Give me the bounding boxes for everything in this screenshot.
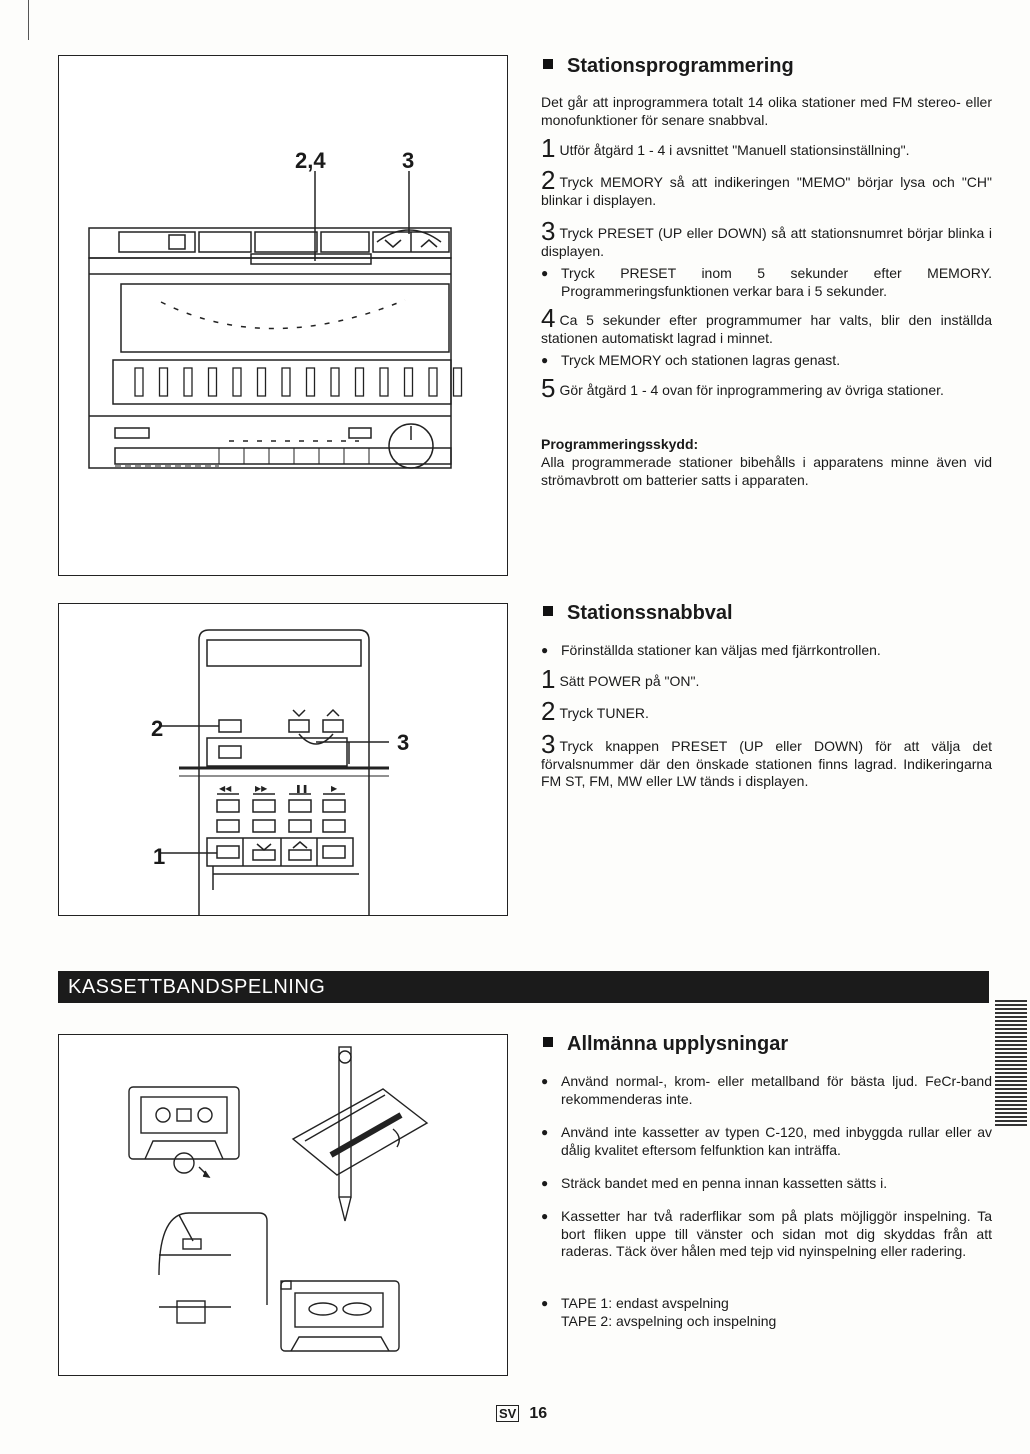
step-text: Ca 5 sekunder efter programmumer har valts, blir den inställda stationen automatiskt lagrad i minnet. — [541, 312, 992, 346]
bullet-memory-now: ● Tryck MEMORY och stationen lagras genast. — [541, 352, 992, 370]
title-square-marker — [543, 59, 553, 69]
tab-mark-line — [995, 1004, 1027, 1006]
tab-mark-line — [995, 1048, 1027, 1050]
page-edge-tab-marks — [995, 1000, 1027, 1130]
step-1 — [541, 133, 992, 163]
callout-label-2: 2 — [151, 716, 164, 741]
figure-stereo-panel — [58, 55, 508, 576]
intro-paragraph: Det går att inprogrammera totalt 14 olika stationer med FM stereo- eller monofunktioner för senare snabbval. — [541, 94, 992, 128]
eq-slider — [454, 368, 462, 396]
step-3 — [541, 729, 992, 791]
margin-line — [28, 0, 29, 40]
tab-mark-line — [995, 1064, 1027, 1066]
tab-mark-line — [995, 1116, 1027, 1118]
tab-mark-line — [995, 1108, 1027, 1110]
step-number: 2 — [541, 696, 556, 726]
step-text: Utför åtgärd 1 - 4 i avsnittet "Manuell stationsinställning". — [559, 142, 910, 158]
tab-mark-line — [995, 1096, 1027, 1098]
step-1 — [541, 664, 992, 694]
tab-mark-line — [995, 1084, 1027, 1086]
svg-text:▶▶: ▶▶ — [255, 784, 268, 793]
cassette-drawing — [59, 1035, 507, 1375]
step-text: Tryck PRESET (UP eller DOWN) så att stationsnumret börjar blinka i displayen. — [541, 225, 992, 259]
tab-mark-line — [995, 1092, 1027, 1094]
eq-slider — [307, 368, 315, 396]
step-text: Tryck TUNER. — [559, 705, 649, 721]
eq-slider — [258, 368, 266, 396]
eq-slider — [429, 368, 437, 396]
tab-mark-line — [995, 1104, 1027, 1106]
tab-mark-line — [995, 1076, 1027, 1078]
language-badge: SV — [496, 1405, 519, 1422]
step-4 — [541, 303, 992, 347]
step-number: 1 — [541, 133, 556, 163]
bullet-tape1: ● TAPE 1: endast avspelning — [541, 1295, 992, 1313]
eq-slider — [160, 368, 168, 396]
title-text: Stationsprogrammering — [567, 55, 794, 77]
tab-mark-line — [995, 1008, 1027, 1010]
figure-cassettes — [58, 1034, 508, 1376]
tab-mark-line — [995, 1044, 1027, 1046]
callout-label-3: 3 — [397, 730, 410, 755]
step-number: 4 — [541, 303, 556, 333]
step-number: 2 — [541, 165, 556, 195]
bullet-c120: ● Använd inte kassetter av typen C-120, med inbyggda rullar eller av dålig kvalitet eftersom felfunktion kan inträffa. — [541, 1124, 992, 1159]
title-text: Stationssnabbval — [567, 602, 733, 624]
tab-mark-line — [995, 1060, 1027, 1062]
eq-slider — [135, 368, 143, 396]
step-number: 5 — [541, 373, 556, 403]
tab-mark-line — [995, 1072, 1027, 1074]
page-number: 16 — [529, 1405, 548, 1422]
protection-text: Alla programmerade stationer bibehålls i apparatens minne även vid strömavbrott om batterier satts i apparaten. — [541, 454, 992, 488]
remote-control-drawing — [59, 604, 507, 915]
tab-mark-line — [995, 1040, 1027, 1042]
step-text: Gör åtgärd 1 - 4 ovan för inprogrammering av övriga stationer. — [559, 382, 944, 398]
svg-text:❚❚: ❚❚ — [295, 784, 309, 793]
eq-slider — [209, 368, 217, 396]
tab-mark-line — [995, 1120, 1027, 1122]
tab-mark-line — [995, 1036, 1027, 1038]
step-number: 3 — [541, 729, 556, 759]
step-number: 3 — [541, 216, 556, 246]
figure-remote-control — [58, 603, 508, 916]
tape2-line: TAPE 2: avspelning och inspelning — [561, 1313, 777, 1329]
callout-label-3: 3 — [402, 148, 415, 173]
tab-mark-line — [995, 1028, 1027, 1030]
step-text: Sätt POWER på "ON". — [559, 673, 700, 689]
bullet-tighten-tape: ● Sträck bandet med en penna innan kassetten sätts i. — [541, 1175, 992, 1193]
step-text: Tryck knappen PRESET (UP eller DOWN) för att välja det förvalsnummer där den önskade stationen finns lagrad. Indikeringarna FM ST, FM, MW eller LW tänds i displayen. — [541, 738, 992, 789]
eq-slider — [184, 368, 192, 396]
tab-mark-line — [995, 1020, 1027, 1022]
eq-slider — [405, 368, 413, 396]
tab-mark-line — [995, 1112, 1027, 1114]
chapter-banner: KASSETTBANDSPELNING — [58, 971, 989, 1003]
step-2 — [541, 165, 992, 209]
tab-mark-line — [995, 1100, 1027, 1102]
step-2 — [541, 696, 992, 726]
tab-mark-line — [995, 1024, 1027, 1026]
tab-mark-line — [995, 1016, 1027, 1018]
section-title-allmanna-upplysningar — [543, 1033, 788, 1056]
step-5 — [541, 373, 992, 403]
tab-mark-line — [995, 1032, 1027, 1034]
tab-mark-line — [995, 1068, 1027, 1070]
title-text: Allmänna upplysningar — [567, 1033, 789, 1055]
bullet-erase-tabs: ● Kassetter har två raderflikar som på plats möjliggör inspelning. Ta bort fliken uppe till vänster och sidan mot dig skyddas från att raderas. Täck över hålen med tejp vid nyinspelning eller radering. — [541, 1208, 992, 1261]
tab-mark-line — [995, 1088, 1027, 1090]
svg-text:▶: ▶ — [331, 784, 338, 793]
svg-text:◀◀: ◀◀ — [219, 784, 232, 793]
bullet-remote-select: ● Förinställda stationer kan väljas med fjärrkontrollen. — [541, 642, 992, 660]
tab-mark-line — [995, 1080, 1027, 1082]
callout-label-1: 1 — [153, 844, 166, 869]
tab-mark-line — [995, 1056, 1027, 1058]
step-number: 1 — [541, 664, 556, 694]
page-footer — [496, 1405, 547, 1423]
tab-mark-line — [995, 1052, 1027, 1054]
stereo-panel-drawing — [59, 56, 507, 575]
bullet-preset-timing: ● Tryck PRESET inom 5 sekunder efter MEMORY. Programmeringsfunktionen verkar bara i 5 sekunder. — [541, 265, 992, 300]
tab-mark-line — [995, 1000, 1027, 1002]
step-text: Tryck MEMORY så att indikeringen "MEMO" börjar lysa och "CH" blinkar i displayen. — [541, 174, 992, 208]
eq-slider — [233, 368, 241, 396]
section-title-stationssnabbval — [543, 602, 733, 625]
title-square-marker — [543, 606, 553, 616]
tab-mark-line — [995, 1124, 1027, 1126]
callout-label-2-4: 2,4 — [295, 148, 326, 173]
section-title-stationsprogrammering — [543, 55, 794, 78]
bullet-tape-types: ● Använd normal-, krom- eller metallband för bästa ljud. FeCr-band rekommenderas inte. — [541, 1073, 992, 1108]
protection-heading: Programmeringsskydd: — [541, 436, 699, 452]
eq-slider — [380, 368, 388, 396]
eq-slider — [356, 368, 364, 396]
eq-slider — [331, 368, 339, 396]
step-3 — [541, 216, 992, 260]
title-square-marker — [543, 1037, 553, 1047]
eq-slider — [282, 368, 290, 396]
tab-mark-line — [995, 1012, 1027, 1014]
